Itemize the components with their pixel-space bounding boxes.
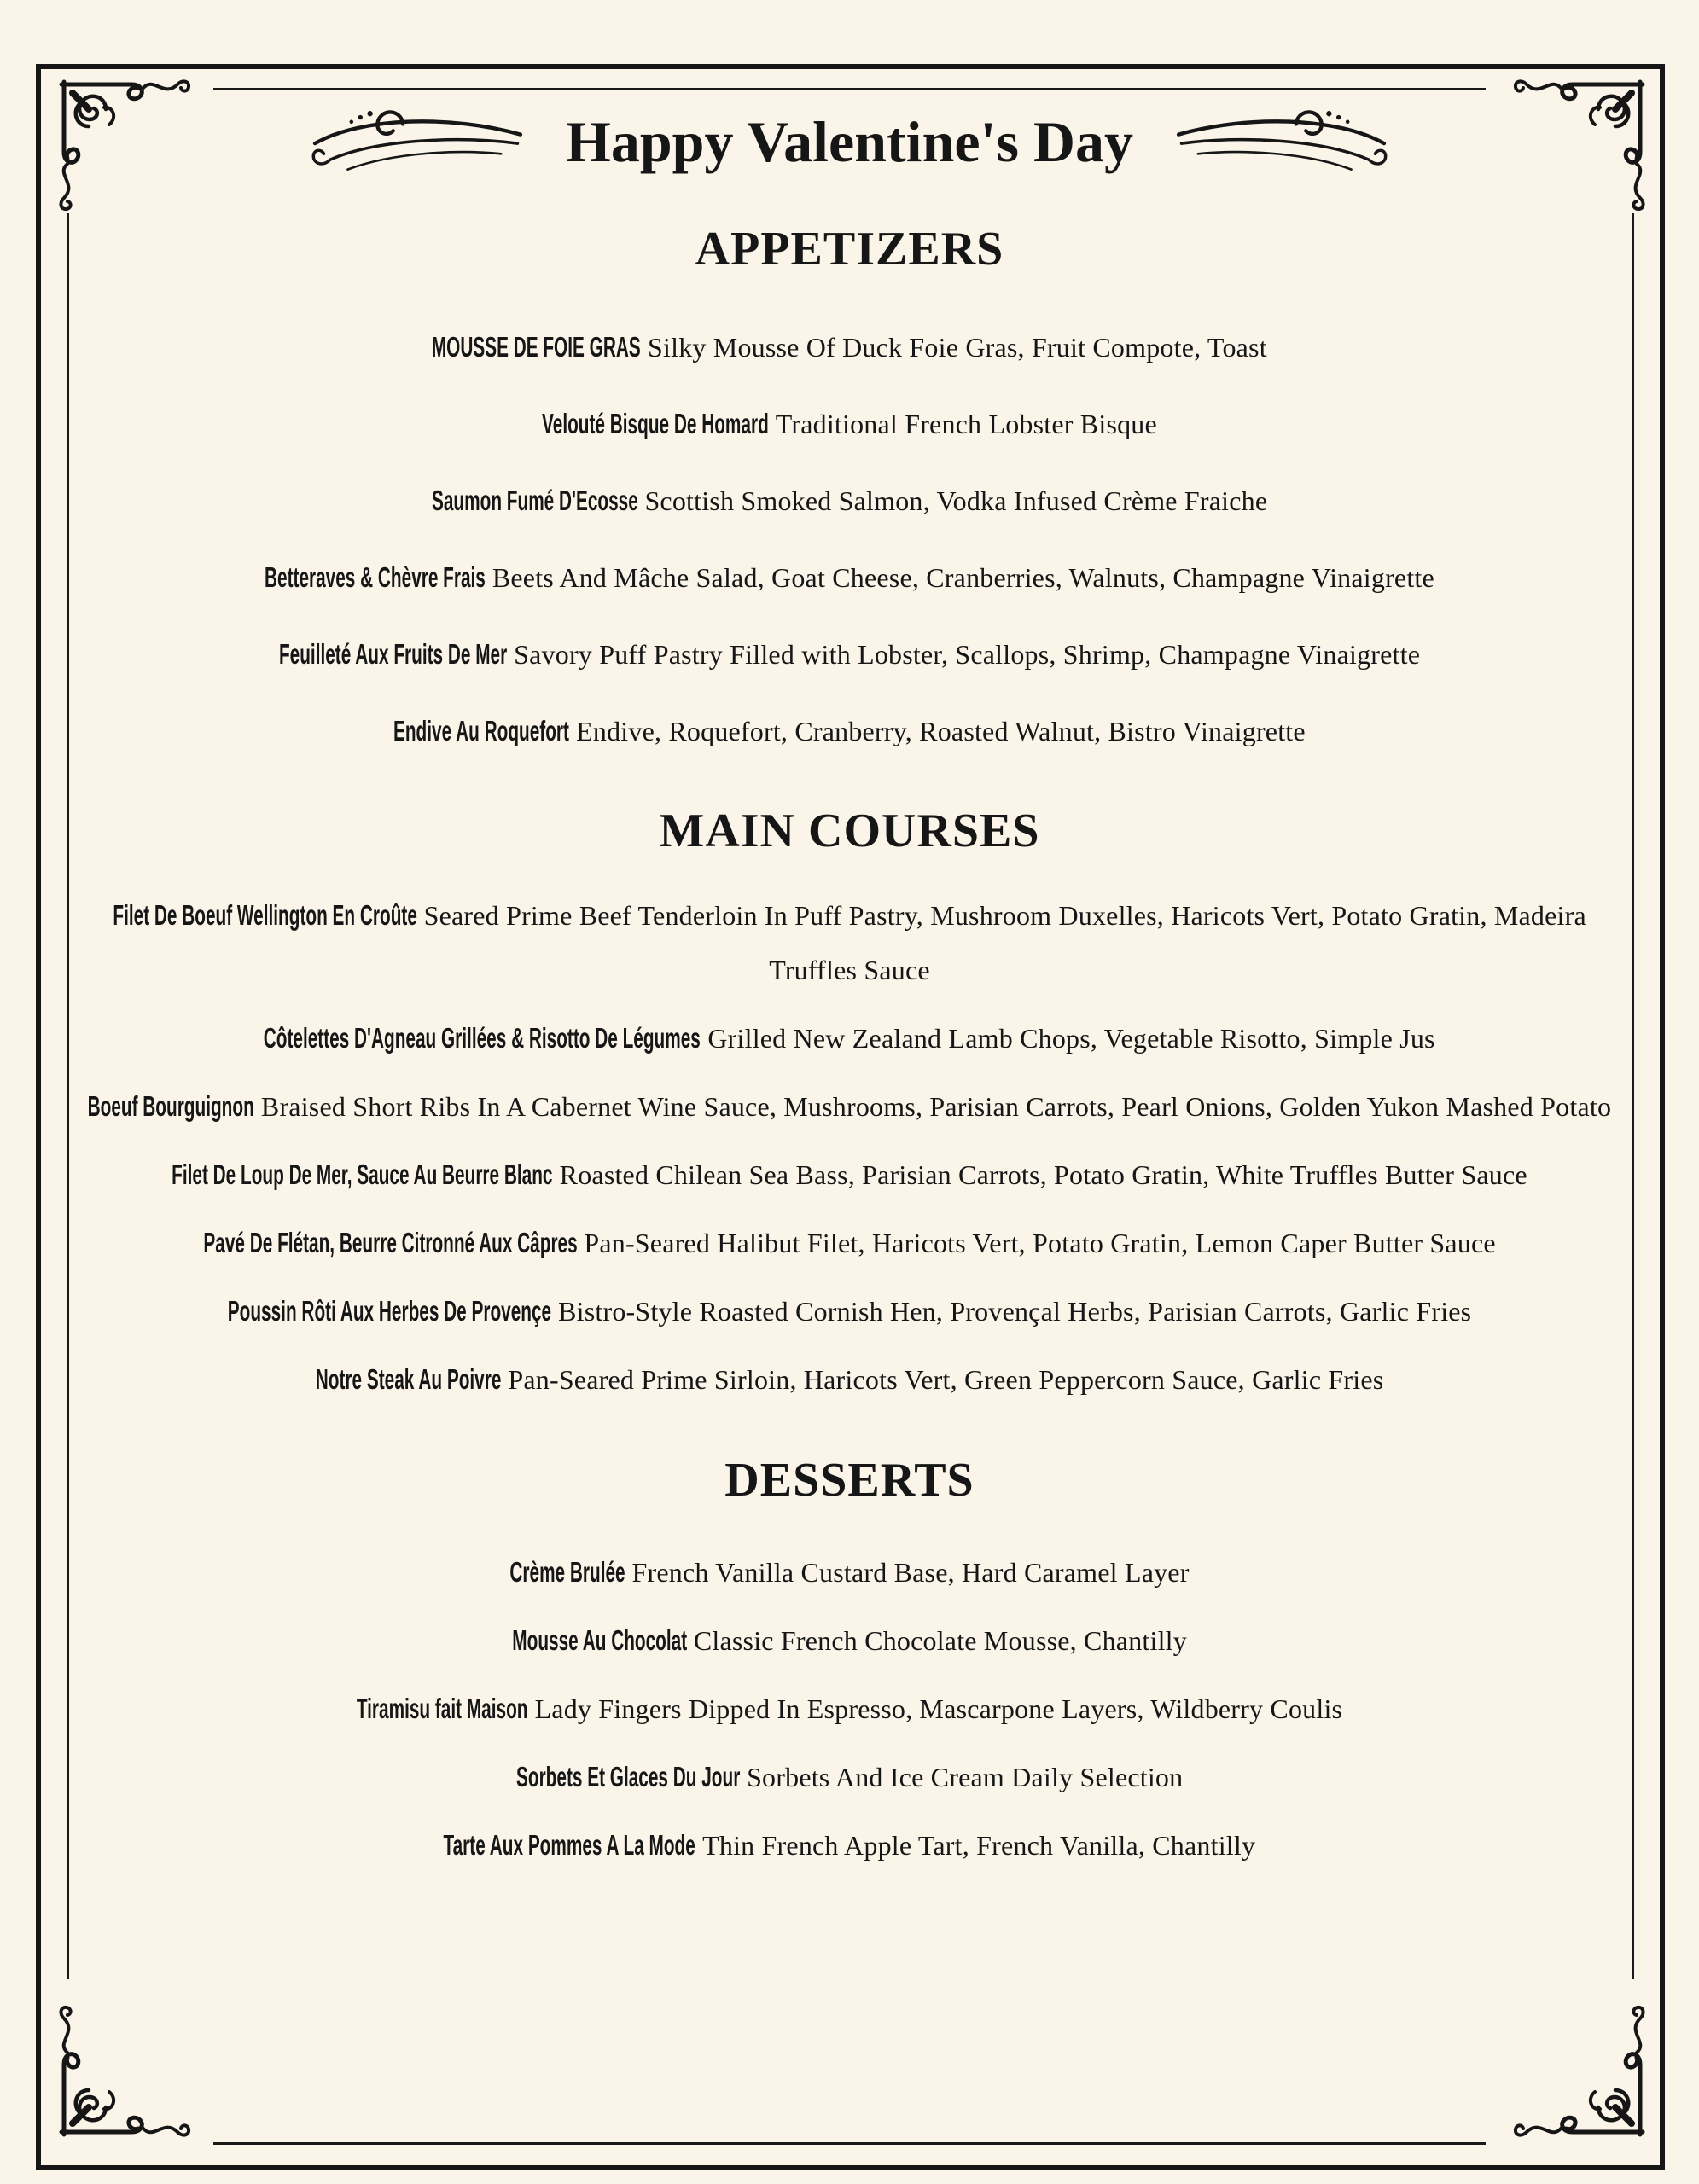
menu-item-name: Filet De Loup De Mer, Sauce Au Beurre Blanc <box>172 1159 553 1191</box>
page-title: Happy Valentine's Day <box>565 108 1134 174</box>
menu-item-description: Traditional French Lobster Bisque <box>775 408 1157 439</box>
inner-rule-bottom <box>213 2142 1486 2145</box>
menu-item-name: Feuilleté Aux Fruits De Mer <box>278 637 508 670</box>
menu-item-name: Notre Steak Au Poivre <box>315 1363 502 1396</box>
menu-item-name: Mousse Au Chocolat <box>512 1623 687 1656</box>
menu-item-name: Betteraves & Chèvre Frais <box>265 561 486 593</box>
section-heading: APPETIZERS <box>695 223 1004 276</box>
corner-flourish-icon <box>1506 1998 1651 2143</box>
menu-item-description: French Vanilla Custard Base, Hard Caramel Layer <box>631 1556 1190 1588</box>
inner-rule-right <box>1632 213 1634 1979</box>
menu-item-description: Classic French Chocolate Mousse, Chantilly <box>693 1624 1187 1656</box>
menu-item-description: Scottish Smoked Salmon, Vodka Infused Crème Fraiche <box>644 485 1268 516</box>
menu-item-description: Endive, Roquefort, Cranberry, Roasted Walnut, Bistro Vinaigrette <box>576 715 1306 746</box>
menu-item-name: Poussin Rôti Aux Herbes De Provençe <box>227 1295 552 1327</box>
section-heading: DESSERTS <box>724 1454 975 1507</box>
menu-header <box>0 0 1699 183</box>
menu-item-name: Boeuf Bourguignon <box>87 1090 254 1123</box>
swirl-flourish-icon <box>1172 97 1396 179</box>
inner-rule-left <box>67 213 69 1979</box>
section-heading: MAIN COURSES <box>659 804 1040 857</box>
menu-item-name: Tiramisu fait Maison <box>356 1692 528 1724</box>
menu-item-description: Thin French Apple Tart, French Vanilla, Chantilly <box>702 1829 1256 1861</box>
menu-item-name: Sorbets Et Glaces Du Jour <box>515 1760 741 1792</box>
menu-item-description: Savory Puff Pastry Filled with Lobster, Scallops, Shrimp, Champagne Vinaigrette <box>514 638 1421 670</box>
menu-item-description: Grilled New Zealand Lamb Chops, Vegetable Risotto, Simple Jus <box>707 1023 1435 1054</box>
menu-item-description: Roasted Chilean Sea Bass, Parisian Carrots, Potato Gratin, White Truffles Butter Sauce <box>559 1159 1527 1191</box>
menu-item-description: Braised Short Ribs In A Cabernet Wine Sauce, Mushrooms, Parisian Carrots, Pearl Onions, Golden Yukon Mashed Potato <box>260 1091 1612 1123</box>
menu-item-description: Sorbets And Ice Cream Daily Selection <box>747 1761 1184 1792</box>
menu-item-name: Crème Brulée <box>509 1555 625 1588</box>
menu-item-name: Côtelettes D'Agneau Grillées & Risotto De Légumes <box>264 1022 701 1054</box>
menu-item-description: Bistro-Style Roasted Cornish Hen, Provençal Herbs, Parisian Carrots, Garlic Fries <box>558 1296 1472 1327</box>
menu-item-description: Seared Prime Beef Tenderloin In Puff Pastry, Mushroom Duxelles, Haricots Vert, Potato Gratin, Madeira Truffles Sauce <box>423 900 1586 986</box>
outer-frame-border <box>36 64 1665 2170</box>
menu-item-name: Endive Au Roquefort <box>393 714 570 746</box>
menu-item-name: Pavé De Flétan, Beurre Citronné Aux Câpres <box>203 1227 578 1259</box>
menu-item-name: Saumon Fumé D'Ecosse <box>431 484 638 516</box>
menu-item-name: MOUSSE DE FOIE GRAS <box>432 330 642 363</box>
menu-item-description: Beets And Mâche Salad, Goat Cheese, Cranberries, Walnuts, Champagne Vinaigrette <box>492 561 1434 593</box>
menu-item-description: Pan-Seared Halibut Filet, Haricots Vert, Potato Gratin, Lemon Caper Butter Sauce <box>584 1228 1496 1259</box>
menu-item-name: Filet De Boeuf Wellington En Croûte <box>113 899 417 932</box>
swirl-flourish-icon <box>303 97 527 179</box>
corner-flourish-icon <box>53 1998 198 2143</box>
menu-item-description: Pan-Seared Prime Sirloin, Haricots Vert, Green Peppercorn Sauce, Garlic Fries <box>508 1364 1384 1396</box>
menu-item-description: Silky Mousse Of Duck Foie Gras, Fruit Compote, Toast <box>648 331 1267 363</box>
menu-item-name: Velouté Bisque De Homard <box>542 407 769 439</box>
menu-item-name: Tarte Aux Pommes A La Mode <box>443 1828 696 1861</box>
menu-item-description: Lady Fingers Dipped In Espresso, Mascarpone Layers, Wildberry Coulis <box>534 1693 1343 1724</box>
